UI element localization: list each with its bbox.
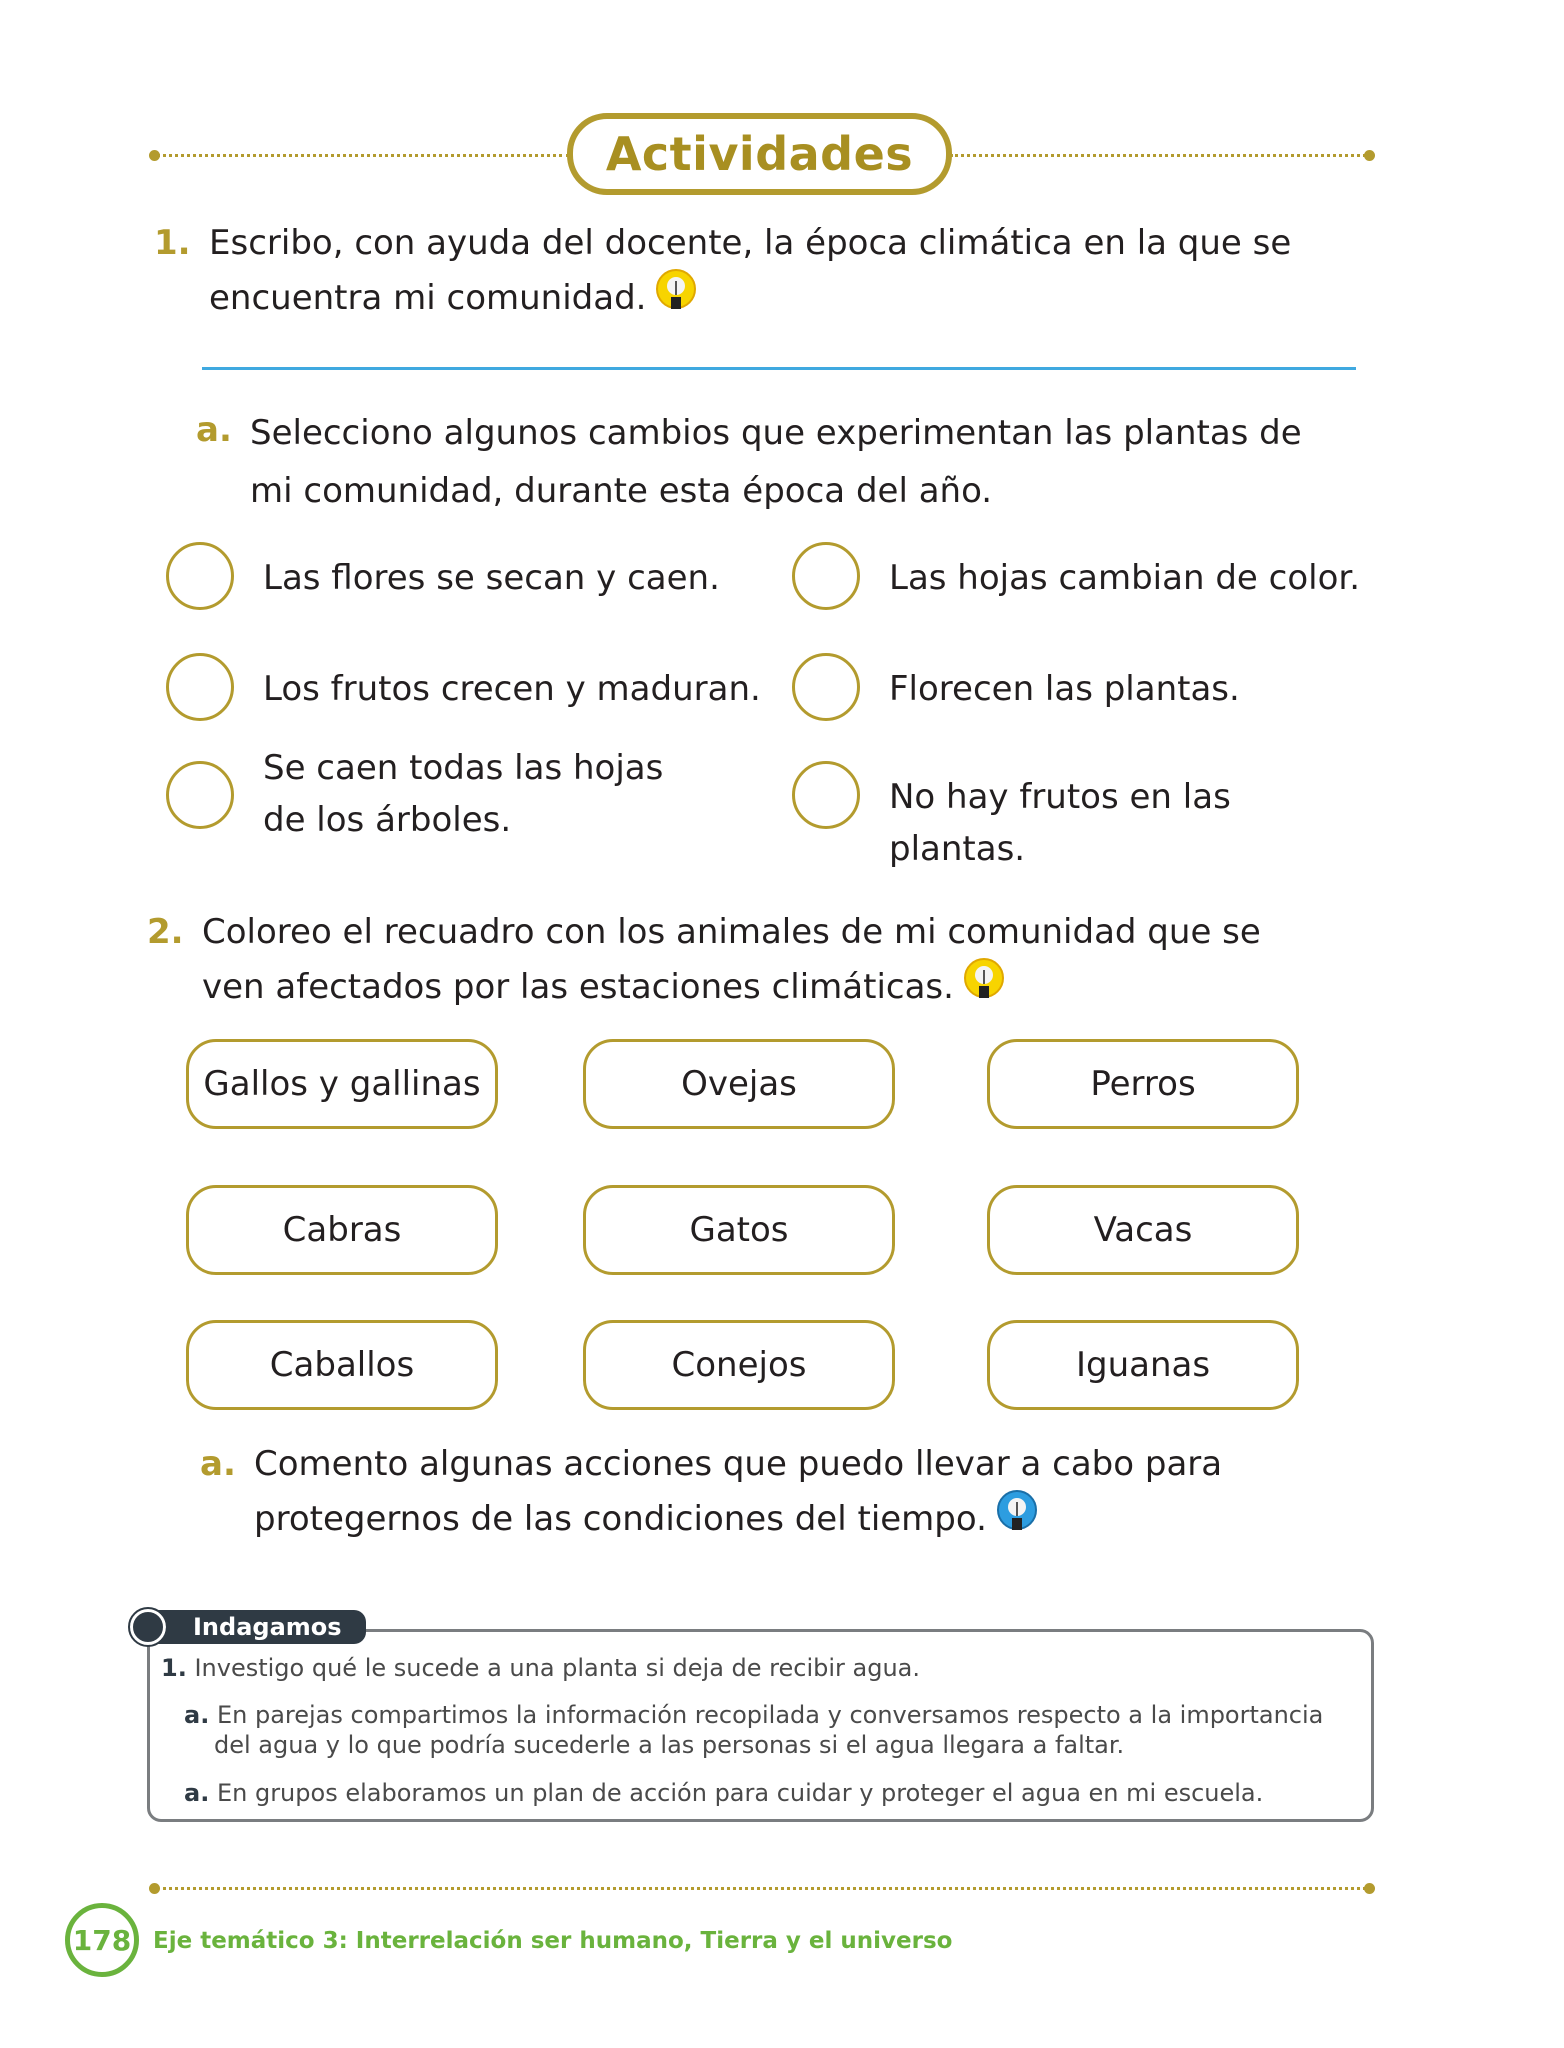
lightbulb-icon	[962, 958, 1006, 1006]
animal-box-iguanas[interactable]: Iguanas	[987, 1320, 1299, 1410]
option-checkbox-5[interactable]	[166, 761, 234, 829]
q1a-text-line2: mi comunidad, durante esta época del año.	[250, 471, 993, 511]
animal-box-gatos[interactable]: Gatos	[583, 1185, 895, 1275]
indagamos-item-2-line2: del agua y lo que podría sucederle a las personas si el agua llegara a faltar.	[214, 1731, 1125, 1759]
footer-axis-title: Eje temático 3: Interrelación ser humano, Tierra y el universo	[153, 1928, 953, 1954]
indagamos-circle-icon	[130, 1609, 166, 1645]
page-title: Actividades	[605, 127, 914, 181]
option-label-5-line2: de los árboles.	[263, 800, 512, 840]
animal-box-gallos[interactable]: Gallos y gallinas	[186, 1039, 498, 1129]
indagamos-item-2	[184, 1700, 1323, 1730]
q1-text-line1: Escribo, con ayuda del docente, la época climática en la que se	[209, 223, 1292, 263]
option-label-5-line1: Se caen todas las hojas	[263, 748, 664, 788]
option-label-1: Las flores se secan y caen.	[263, 558, 720, 598]
option-checkbox-6[interactable]	[792, 761, 860, 829]
q2-text-line1: Coloreo el recuadro con los animales de mi comunidad que se	[202, 912, 1261, 952]
header-dot-right	[1364, 150, 1375, 161]
indagamos-item-3	[184, 1778, 1263, 1808]
header-divider-left	[156, 154, 570, 157]
header-divider-right	[950, 154, 1366, 157]
indagamos-item-1	[161, 1653, 920, 1683]
page-number: 178	[72, 1923, 132, 1957]
option-checkbox-1[interactable]	[166, 542, 234, 610]
item-text: Investigo qué le sucede a una planta si deja de recibir agua.	[194, 1654, 921, 1682]
q2-text-line2	[202, 958, 1006, 1013]
q1-text-line2	[209, 269, 698, 324]
lightbulb-icon	[995, 1490, 1039, 1538]
q1a-text-line1: Selecciono algunos cambios que experimentan las plantas de	[250, 413, 1302, 453]
page-number-badge	[65, 1903, 139, 1977]
q1-text-line2-label: encuentra mi comunidad.	[209, 278, 647, 318]
answer-line[interactable]	[202, 367, 1356, 370]
lightbulb-icon	[654, 269, 698, 317]
footer-divider	[156, 1887, 1366, 1890]
option-label-2: Las hojas cambian de color.	[889, 558, 1361, 598]
option-checkbox-4[interactable]	[792, 653, 860, 721]
q2a-text-line2	[254, 1490, 1039, 1545]
option-label-6-line1: No hay frutos en las	[889, 777, 1231, 817]
option-label-3: Los frutos crecen y maduran.	[263, 669, 761, 709]
animal-box-cabras[interactable]: Cabras	[186, 1185, 498, 1275]
q2-number: 2.	[147, 912, 184, 952]
footer-dot-right	[1364, 1883, 1375, 1894]
animal-box-caballos[interactable]: Caballos	[186, 1320, 498, 1410]
item-text: En parejas compartimos la información recopilada y conversamos respecto a la importancia	[216, 1701, 1324, 1729]
q2a-text-line2-label: protegernos de las condiciones del tiempo.	[254, 1499, 987, 1539]
animal-box-vacas[interactable]: Vacas	[987, 1185, 1299, 1275]
item-text: En grupos elaboramos un plan de acción para cuidar y proteger el agua en mi escuela.	[216, 1779, 1264, 1807]
item-letter: a.	[184, 1779, 210, 1807]
q1-number: 1.	[154, 223, 191, 263]
animal-box-perros[interactable]: Perros	[987, 1039, 1299, 1129]
option-checkbox-2[interactable]	[792, 542, 860, 610]
option-label-4: Florecen las plantas.	[889, 669, 1240, 709]
indagamos-title: Indagamos	[193, 1613, 342, 1641]
activities-title-pill	[567, 113, 952, 195]
q2a-text-line1: Comento algunas acciones que puedo llevar a cabo para	[254, 1444, 1223, 1484]
option-label-6-line2: plantas.	[889, 829, 1026, 869]
animal-box-conejos[interactable]: Conejos	[583, 1320, 895, 1410]
q2-text-line2-label: ven afectados por las estaciones climáticas.	[202, 967, 954, 1007]
item-number: 1.	[161, 1654, 187, 1682]
option-checkbox-3[interactable]	[166, 653, 234, 721]
item-letter: a.	[184, 1701, 210, 1729]
q2a-letter: a.	[200, 1444, 236, 1484]
animal-box-ovejas[interactable]: Ovejas	[583, 1039, 895, 1129]
q1a-letter: a.	[196, 410, 232, 450]
